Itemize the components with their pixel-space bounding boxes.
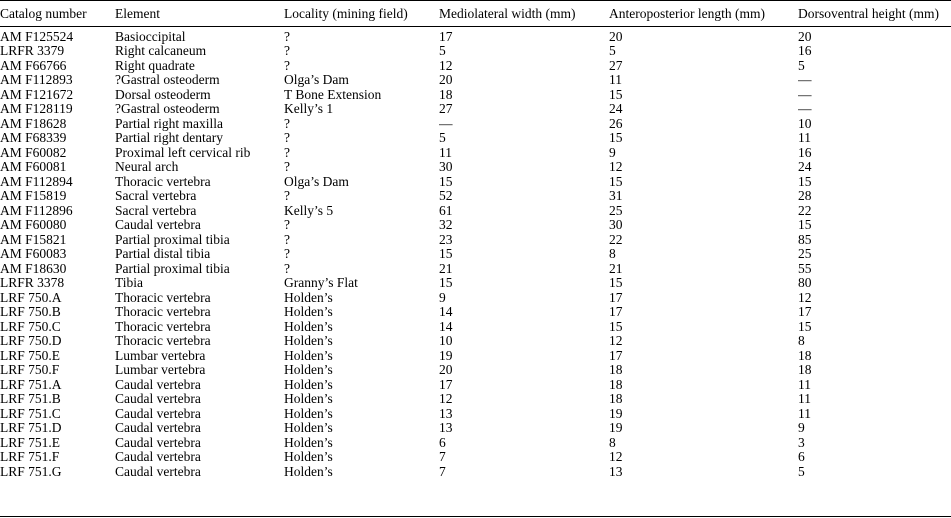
cell-anteroposterior-length: 15 bbox=[609, 87, 623, 102]
cell-element: ?Gastral osteoderm bbox=[115, 101, 220, 116]
cell-dorsoventral-height: 9 bbox=[798, 420, 805, 435]
cell-anteroposterior-length: 18 bbox=[609, 391, 623, 406]
cell-mediolateral-width: 20 bbox=[439, 72, 453, 87]
table-row bbox=[0, 406, 951, 421]
cell-anteroposterior-length: 21 bbox=[609, 261, 623, 276]
table-row bbox=[0, 218, 951, 233]
cell-mediolateral-width: 15 bbox=[439, 174, 453, 189]
cell-anteroposterior-length: 8 bbox=[609, 246, 616, 261]
cell-locality: Granny’s Flat bbox=[284, 275, 358, 290]
cell-element: Dorsal osteoderm bbox=[115, 87, 211, 102]
cell-locality: ? bbox=[284, 145, 290, 160]
cell-catalog-number: AM F112893 bbox=[0, 72, 73, 87]
cell-dorsoventral-height: 20 bbox=[798, 28, 812, 44]
cell-element: Thoracic vertebra bbox=[115, 304, 211, 319]
cell-dorsoventral-height: 11 bbox=[798, 391, 811, 406]
cell-mediolateral-width: 14 bbox=[439, 304, 453, 319]
table-row bbox=[0, 261, 951, 276]
cell-element: Neural arch bbox=[115, 159, 179, 174]
cell-catalog-number: LRF 751.B bbox=[0, 391, 61, 406]
cell-mediolateral-width: 27 bbox=[439, 101, 453, 116]
cell-mediolateral-width: 6 bbox=[439, 435, 446, 450]
cell-mediolateral-width: 5 bbox=[439, 130, 446, 145]
cell-locality: ? bbox=[284, 28, 290, 44]
cell-dorsoventral-height: 25 bbox=[798, 246, 812, 261]
cell-dorsoventral-height: 18 bbox=[798, 348, 812, 363]
cell-catalog-number: AM F60082 bbox=[0, 145, 67, 160]
cell-element: Caudal vertebra bbox=[115, 420, 201, 435]
cell-locality: ? bbox=[284, 159, 290, 174]
cell-mediolateral-width: 9 bbox=[439, 290, 446, 305]
cell-mediolateral-width: 32 bbox=[439, 217, 453, 232]
table-row bbox=[0, 464, 951, 479]
cell-dorsoventral-height: — bbox=[798, 72, 812, 87]
cell-dorsoventral-height: 11 bbox=[798, 130, 811, 145]
cell-dorsoventral-height: 5 bbox=[798, 464, 805, 479]
cell-element: Caudal vertebra bbox=[115, 449, 201, 464]
table-row bbox=[0, 145, 951, 160]
cell-dorsoventral-height: 5 bbox=[798, 58, 805, 73]
cell-locality: Holden’s bbox=[284, 290, 333, 305]
table-row bbox=[0, 174, 951, 189]
cell-element: Right calcaneum bbox=[115, 43, 207, 58]
table-row bbox=[0, 435, 951, 450]
cell-catalog-number: LRF 751.D bbox=[0, 420, 62, 435]
cell-anteroposterior-length: 20 bbox=[609, 28, 623, 44]
cell-mediolateral-width: 12 bbox=[439, 58, 453, 73]
cell-dorsoventral-height: 11 bbox=[798, 377, 811, 392]
table-row bbox=[0, 363, 951, 378]
cell-anteroposterior-length: 9 bbox=[609, 145, 616, 160]
table-row bbox=[0, 290, 951, 305]
table-row bbox=[0, 160, 951, 175]
cell-anteroposterior-length: 8 bbox=[609, 435, 616, 450]
cell-anteroposterior-length: 19 bbox=[609, 420, 623, 435]
cell-mediolateral-width: 52 bbox=[439, 188, 453, 203]
table-header bbox=[0, 0, 951, 27]
cell-mediolateral-width: 17 bbox=[439, 28, 453, 44]
cell-anteroposterior-length: 18 bbox=[609, 362, 623, 377]
cell-element: Thoracic vertebra bbox=[115, 319, 211, 334]
cell-dorsoventral-height: 80 bbox=[798, 275, 812, 290]
cell-anteroposterior-length: 18 bbox=[609, 377, 623, 392]
cell-anteroposterior-length: 15 bbox=[609, 174, 623, 189]
cell-mediolateral-width: 13 bbox=[439, 406, 453, 421]
cell-locality: Holden’s bbox=[284, 362, 333, 377]
cell-catalog-number: LRF 750.D bbox=[0, 333, 62, 348]
cell-locality: Holden’s bbox=[284, 406, 333, 421]
cell-locality: ? bbox=[284, 232, 290, 247]
cell-element: Caudal vertebra bbox=[115, 435, 201, 450]
cell-dorsoventral-height: 15 bbox=[798, 174, 812, 189]
cell-element: Lumbar vertebra bbox=[115, 362, 206, 377]
cell-catalog-number: LRF 750.B bbox=[0, 304, 61, 319]
cell-element: Partial right dentary bbox=[115, 130, 223, 145]
cell-catalog-number: LRF 751.G bbox=[0, 464, 62, 479]
cell-anteroposterior-length: 17 bbox=[609, 348, 623, 363]
header-row bbox=[0, 0, 951, 27]
header-anteroposterior-length: Anteroposterior length (mm) bbox=[609, 5, 765, 21]
cell-catalog-number: LRF 751.F bbox=[0, 449, 60, 464]
cell-element: ?Gastral osteoderm bbox=[115, 72, 220, 87]
cell-catalog-number: AM F68339 bbox=[0, 130, 67, 145]
cell-catalog-number: AM F18628 bbox=[0, 116, 67, 131]
cell-catalog-number: AM F121672 bbox=[0, 87, 74, 102]
header-element: Element bbox=[115, 5, 160, 21]
cell-locality: ? bbox=[284, 130, 290, 145]
cell-anteroposterior-length: 31 bbox=[609, 188, 623, 203]
cell-catalog-number: AM F60080 bbox=[0, 217, 67, 232]
cell-mediolateral-width: 20 bbox=[439, 362, 453, 377]
table-row bbox=[0, 421, 951, 436]
cell-anteroposterior-length: 27 bbox=[609, 58, 623, 73]
cell-element: Caudal vertebra bbox=[115, 406, 201, 421]
cell-mediolateral-width: 15 bbox=[439, 275, 453, 290]
cell-locality: Holden’s bbox=[284, 377, 333, 392]
cell-anteroposterior-length: 12 bbox=[609, 333, 623, 348]
cell-mediolateral-width: 5 bbox=[439, 43, 446, 58]
cell-mediolateral-width: 18 bbox=[439, 87, 453, 102]
cell-catalog-number: AM F60083 bbox=[0, 246, 67, 261]
cell-mediolateral-width: 23 bbox=[439, 232, 453, 247]
cell-locality: Holden’s bbox=[284, 348, 333, 363]
cell-locality: Holden’s bbox=[284, 391, 333, 406]
cell-mediolateral-width: 12 bbox=[439, 391, 453, 406]
cell-dorsoventral-height: 10 bbox=[798, 116, 812, 131]
cell-catalog-number: LRFR 3378 bbox=[0, 275, 65, 290]
cell-dorsoventral-height: 12 bbox=[798, 290, 812, 305]
cell-locality: Holden’s bbox=[284, 449, 333, 464]
cell-catalog-number: AM F15819 bbox=[0, 188, 67, 203]
cell-dorsoventral-height: 8 bbox=[798, 333, 805, 348]
cell-element: Sacral vertebra bbox=[115, 188, 197, 203]
cell-dorsoventral-height: 24 bbox=[798, 159, 812, 174]
cell-element: Proximal left cervical rib bbox=[115, 145, 251, 160]
cell-mediolateral-width: 61 bbox=[439, 203, 453, 218]
cell-element: Right quadrate bbox=[115, 58, 195, 73]
cell-dorsoventral-height: 22 bbox=[798, 203, 812, 218]
cell-dorsoventral-height: 55 bbox=[798, 261, 812, 276]
cell-element: Caudal vertebra bbox=[115, 391, 201, 406]
cell-locality: Holden’s bbox=[284, 333, 333, 348]
cell-element: Partial right maxilla bbox=[115, 116, 223, 131]
cell-locality: Holden’s bbox=[284, 319, 333, 334]
cell-element: Thoracic vertebra bbox=[115, 290, 211, 305]
table-row bbox=[0, 73, 951, 88]
cell-catalog-number: LRF 750.F bbox=[0, 362, 60, 377]
table-bottom-rule bbox=[0, 516, 951, 517]
cell-dorsoventral-height: — bbox=[798, 87, 812, 102]
cell-locality: ? bbox=[284, 261, 290, 276]
cell-anteroposterior-length: 22 bbox=[609, 232, 623, 247]
cell-catalog-number: AM F66766 bbox=[0, 58, 67, 73]
cell-catalog-number: AM F15821 bbox=[0, 232, 67, 247]
cell-locality: ? bbox=[284, 188, 290, 203]
cell-anteroposterior-length: 5 bbox=[609, 43, 616, 58]
cell-anteroposterior-length: 24 bbox=[609, 101, 623, 116]
table-row bbox=[0, 232, 951, 247]
cell-anteroposterior-length: 15 bbox=[609, 130, 623, 145]
cell-catalog-number: AM F60081 bbox=[0, 159, 67, 174]
table-row bbox=[0, 27, 951, 44]
cell-anteroposterior-length: 19 bbox=[609, 406, 623, 421]
cell-mediolateral-width: 7 bbox=[439, 464, 446, 479]
cell-dorsoventral-height: 17 bbox=[798, 304, 812, 319]
table-row bbox=[0, 319, 951, 334]
cell-anteroposterior-length: 13 bbox=[609, 464, 623, 479]
cell-catalog-number: LRF 751.C bbox=[0, 406, 61, 421]
cell-catalog-number: AM F112894 bbox=[0, 174, 73, 189]
cell-locality: Holden’s bbox=[284, 464, 333, 479]
cell-mediolateral-width: 11 bbox=[439, 145, 452, 160]
table-row bbox=[0, 276, 951, 291]
cell-catalog-number: LRF 750.A bbox=[0, 290, 62, 305]
cell-dorsoventral-height: 16 bbox=[798, 43, 812, 58]
header-dorsoventral-height: Dorsoventral height (mm) bbox=[798, 5, 939, 21]
table-row bbox=[0, 58, 951, 73]
header-catalog-number: Catalog number bbox=[0, 5, 87, 21]
cell-element: Caudal vertebra bbox=[115, 464, 201, 479]
table-row bbox=[0, 334, 951, 349]
table-row bbox=[0, 348, 951, 363]
table-row bbox=[0, 377, 951, 392]
cell-dorsoventral-height: 6 bbox=[798, 449, 805, 464]
cell-catalog-number: AM F18630 bbox=[0, 261, 67, 276]
cell-locality: Olga’s Dam bbox=[284, 72, 349, 87]
cell-mediolateral-width: — bbox=[439, 116, 453, 131]
table-row bbox=[0, 102, 951, 117]
cell-catalog-number: LRF 750.C bbox=[0, 319, 61, 334]
cell-catalog-number: LRF 751.A bbox=[0, 377, 62, 392]
table-row bbox=[0, 203, 951, 218]
cell-element: Sacral vertebra bbox=[115, 203, 197, 218]
cell-mediolateral-width: 13 bbox=[439, 420, 453, 435]
cell-dorsoventral-height: 11 bbox=[798, 406, 811, 421]
cell-element: Partial proximal tibia bbox=[115, 232, 230, 247]
header-mediolateral-width: Mediolateral width (mm) bbox=[439, 5, 576, 21]
cell-locality: ? bbox=[284, 43, 290, 58]
table-row bbox=[0, 87, 951, 102]
cell-anteroposterior-length: 15 bbox=[609, 319, 623, 334]
cell-mediolateral-width: 17 bbox=[439, 377, 453, 392]
cell-anteroposterior-length: 11 bbox=[609, 72, 622, 87]
cell-element: Thoracic vertebra bbox=[115, 333, 211, 348]
cell-locality: Olga’s Dam bbox=[284, 174, 349, 189]
cell-locality: ? bbox=[284, 58, 290, 73]
cell-dorsoventral-height: 15 bbox=[798, 217, 812, 232]
cell-anteroposterior-length: 15 bbox=[609, 275, 623, 290]
cell-anteroposterior-length: 26 bbox=[609, 116, 623, 131]
cell-mediolateral-width: 15 bbox=[439, 246, 453, 261]
cell-locality: Kelly’s 1 bbox=[284, 101, 334, 116]
table-body bbox=[0, 27, 951, 479]
cell-dorsoventral-height: 16 bbox=[798, 145, 812, 160]
cell-dorsoventral-height: 18 bbox=[798, 362, 812, 377]
table-row bbox=[0, 247, 951, 262]
cell-locality: ? bbox=[284, 217, 290, 232]
cell-dorsoventral-height: — bbox=[798, 101, 812, 116]
cell-anteroposterior-length: 12 bbox=[609, 159, 623, 174]
cell-element: Partial proximal tibia bbox=[115, 261, 230, 276]
cell-catalog-number: LRFR 3379 bbox=[0, 43, 65, 58]
cell-locality: T Bone Extension bbox=[284, 87, 382, 102]
header-locality: Locality (mining field) bbox=[284, 5, 408, 21]
cell-catalog-number: AM F112896 bbox=[0, 203, 73, 218]
cell-dorsoventral-height: 15 bbox=[798, 319, 812, 334]
cell-mediolateral-width: 10 bbox=[439, 333, 453, 348]
cell-element: Basioccipital bbox=[115, 28, 186, 44]
cell-locality: Holden’s bbox=[284, 304, 333, 319]
cell-locality: Kelly’s 5 bbox=[284, 203, 334, 218]
table-row bbox=[0, 305, 951, 320]
cell-mediolateral-width: 7 bbox=[439, 449, 446, 464]
cell-element: Caudal vertebra bbox=[115, 217, 201, 232]
cell-anteroposterior-length: 12 bbox=[609, 449, 623, 464]
table-row bbox=[0, 44, 951, 59]
table-row bbox=[0, 189, 951, 204]
cell-anteroposterior-length: 17 bbox=[609, 290, 623, 305]
cell-element: Lumbar vertebra bbox=[115, 348, 206, 363]
cell-element: Thoracic vertebra bbox=[115, 174, 211, 189]
cell-anteroposterior-length: 17 bbox=[609, 304, 623, 319]
cell-mediolateral-width: 30 bbox=[439, 159, 453, 174]
cell-anteroposterior-length: 25 bbox=[609, 203, 623, 218]
table-row bbox=[0, 450, 951, 465]
cell-dorsoventral-height: 85 bbox=[798, 232, 812, 247]
cell-locality: ? bbox=[284, 116, 290, 131]
table-row bbox=[0, 116, 951, 131]
table-row bbox=[0, 131, 951, 146]
cell-locality: ? bbox=[284, 246, 290, 261]
cell-dorsoventral-height: 3 bbox=[798, 435, 805, 450]
table-row bbox=[0, 392, 951, 407]
cell-mediolateral-width: 14 bbox=[439, 319, 453, 334]
cell-locality: Holden’s bbox=[284, 420, 333, 435]
cell-mediolateral-width: 21 bbox=[439, 261, 453, 276]
cell-catalog-number: LRF 750.E bbox=[0, 348, 61, 363]
cell-anteroposterior-length: 30 bbox=[609, 217, 623, 232]
cell-element: Partial distal tibia bbox=[115, 246, 211, 261]
cell-dorsoventral-height: 28 bbox=[798, 188, 812, 203]
cell-catalog-number: LRF 751.E bbox=[0, 435, 61, 450]
cell-element: Caudal vertebra bbox=[115, 377, 201, 392]
cell-element: Tibia bbox=[115, 275, 144, 290]
cell-locality: Holden’s bbox=[284, 435, 333, 450]
cell-catalog-number: AM F128119 bbox=[0, 101, 73, 116]
cell-catalog-number: AM F125524 bbox=[0, 28, 74, 44]
cell-mediolateral-width: 19 bbox=[439, 348, 453, 363]
